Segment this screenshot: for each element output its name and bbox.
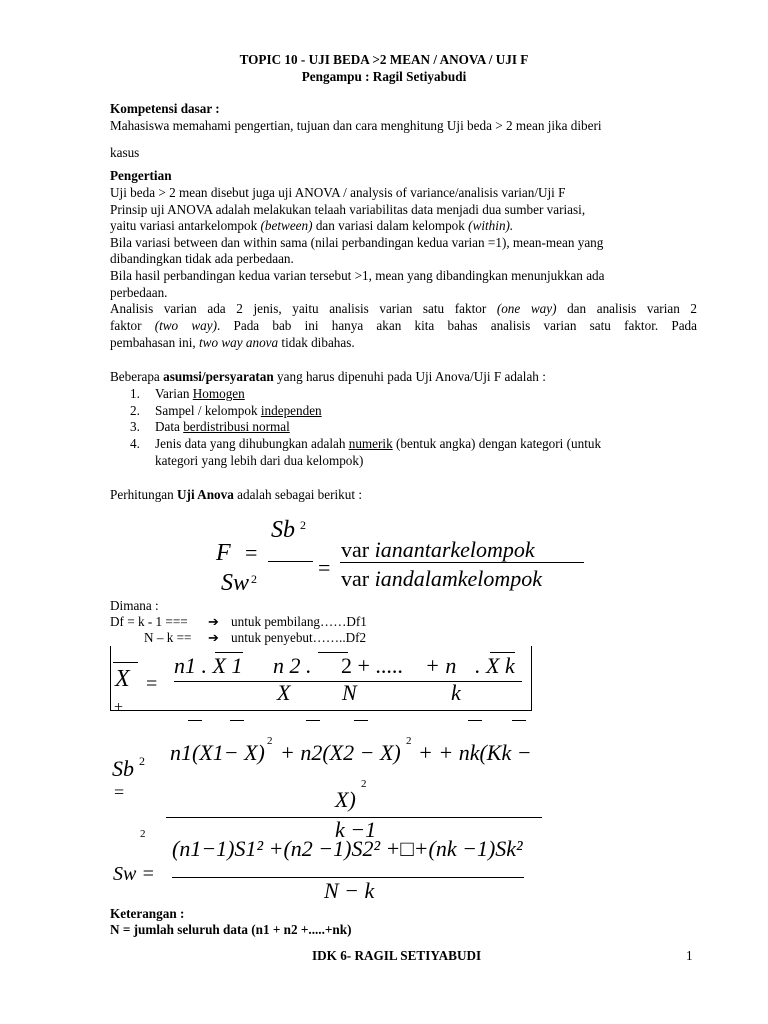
overline <box>354 720 368 721</box>
perhitungan-intro: Perhitungan Uji Anova adalah sebagai berikut : <box>110 487 362 502</box>
formula-superscript: 2 <box>361 778 367 790</box>
formula-term: k <box>451 680 461 705</box>
formula-term: + + nk(Kk − <box>418 740 532 765</box>
overline <box>230 720 244 721</box>
paragraph-line: pembahasan ini, two way anova tidak dibahas. <box>110 335 355 350</box>
list-number: 4. <box>130 436 140 451</box>
list-item: Sampel / kelompok independen <box>155 403 322 418</box>
formula-denominator: k −1 <box>335 817 377 842</box>
paragraph-line: Prinsip uji ANOVA adalah melakukan telaah variabilitas data menjadi dua sumber variasi, <box>110 202 586 217</box>
df1-label: Df = k - 1 === <box>110 614 188 629</box>
arrow-right-icon: ➔ <box>208 630 220 645</box>
formula-symbol: F <box>216 540 231 566</box>
df2-label: N – k == <box>144 630 192 645</box>
df1-desc: untuk pembilang……Df1 <box>231 614 367 629</box>
keterangan-line: N = jumlah seluruh data (n1 + n2 +.....+nk) <box>110 922 352 937</box>
paragraph-line: faktor (two way). Pada bab ini hanya akan kita bahas analisis varian satu faktor. Pada <box>110 318 697 333</box>
overline <box>188 720 202 721</box>
paragraph-line: Analisis varian ada 2 jenis, yaitu analisis varian satu faktor (one way) dan analisis varian 2 <box>110 301 697 316</box>
list-item: Data berdistribusi normal <box>155 419 290 434</box>
formula-term: . X k <box>475 653 515 678</box>
page-number: 1 <box>686 948 693 963</box>
list-item-cont: kategori yang lebih dari dua kelompok) <box>155 453 364 468</box>
paragraph-line: dibandingkan tidak ada perbedaan. <box>110 251 294 266</box>
list-item: Jenis data yang dihubungkan adalah numerik (bentuk angka) dengan kategori (untuk <box>155 436 602 451</box>
formula-equals: = <box>114 782 125 802</box>
formula-superscript: 2 <box>140 828 146 840</box>
formula-term: + n2(X2 − X) <box>280 740 401 765</box>
keterangan-heading: Keterangan : <box>110 906 185 921</box>
formula-superscript: 2 <box>139 754 145 768</box>
formula-term: n1 . X 1 <box>174 653 243 678</box>
formula-term: X) <box>335 787 356 812</box>
df2-desc: untuk penyebut……..Df2 <box>231 630 367 645</box>
paragraph-line: yaitu variasi antarkelompok (between) dan variasi dalam kelompok (within). <box>110 218 514 233</box>
formula-numerator: (n1−1)S1² +(n2 −1)S2² +□+(nk −1)Sk² <box>172 836 523 861</box>
formula-superscript: 2 <box>300 518 306 532</box>
lecturer-name: Pengampu : Ragil Setiyabudi <box>301 69 467 84</box>
kompetensi-text: Mahasiswa memahami pengertian, tujuan dan cara menghitung Uji beda > 2 mean jika diberi <box>110 118 602 133</box>
formula-term: 2 + ..... <box>341 653 403 678</box>
formula-symbol: X <box>115 666 130 692</box>
overline <box>512 720 526 721</box>
list-number: 2. <box>130 403 140 418</box>
formula-denominator: N − k <box>324 878 375 903</box>
formula-symbol: Sb <box>112 756 134 781</box>
kompetensi-text-cont: kasus <box>110 145 140 160</box>
overline <box>468 720 482 721</box>
formula-superscript: 2 <box>406 735 412 747</box>
list-item: Varian Homogen <box>155 386 245 401</box>
list-number: 3. <box>130 419 140 434</box>
formula-equals: = <box>245 540 258 565</box>
paragraph-line: Bila variasi between dan within sama (nilai perbandingan kedua varian =1), mean-mean yang <box>110 235 604 250</box>
formula-superscript: 2 <box>251 572 257 586</box>
formula-plus: + <box>114 699 124 716</box>
pengertian-heading: Pengertian <box>110 168 172 183</box>
paragraph-line: perbedaan. <box>110 285 168 300</box>
page-footer: IDK 6- RAGIL SETIYABUDI <box>312 948 482 963</box>
formula-term: + n <box>425 653 457 678</box>
formula-denominator: var iandalamkelompok <box>341 566 542 591</box>
formula-equals: = <box>318 555 331 580</box>
dimana-label: Dimana : <box>110 598 159 613</box>
asumsi-intro: Beberapa asumsi/persyaratan yang harus dipenuhi pada Uji Anova/Uji F adalah : <box>110 369 546 384</box>
list-number: 1. <box>130 386 140 401</box>
formula-equals: = <box>146 673 158 695</box>
formula-term: N <box>342 680 357 705</box>
fraction-bar <box>340 562 584 563</box>
formula-symbol: Sw = <box>113 863 155 885</box>
kompetensi-heading: Kompetensi dasar : <box>110 101 220 116</box>
formula-denominator: Sw <box>221 570 250 596</box>
formula-numerator: var ianantarkelompok <box>341 537 535 562</box>
arrow-right-icon: ➔ <box>208 614 220 629</box>
formula-superscript: 2 <box>267 735 273 747</box>
document-title: TOPIC 10 - UJI BEDA >2 MEAN / ANOVA / UJI F <box>239 52 529 67</box>
fraction-bar <box>268 561 313 562</box>
formula-term: n1(X1− X) <box>170 740 265 765</box>
overline <box>113 662 138 663</box>
paragraph-line: Bila hasil perbandingan kedua varian tersebut >1, mean yang dibandingkan menunjukkan ada <box>110 268 605 283</box>
formula-term: X <box>277 680 291 705</box>
paragraph-line: Uji beda > 2 mean disebut juga uji ANOVA / analysis of variance/analisis varian/Uji F <box>110 185 566 200</box>
formula-numerator: Sb <box>271 517 295 543</box>
formula-term: n 2 . <box>273 653 312 678</box>
overline <box>306 720 320 721</box>
